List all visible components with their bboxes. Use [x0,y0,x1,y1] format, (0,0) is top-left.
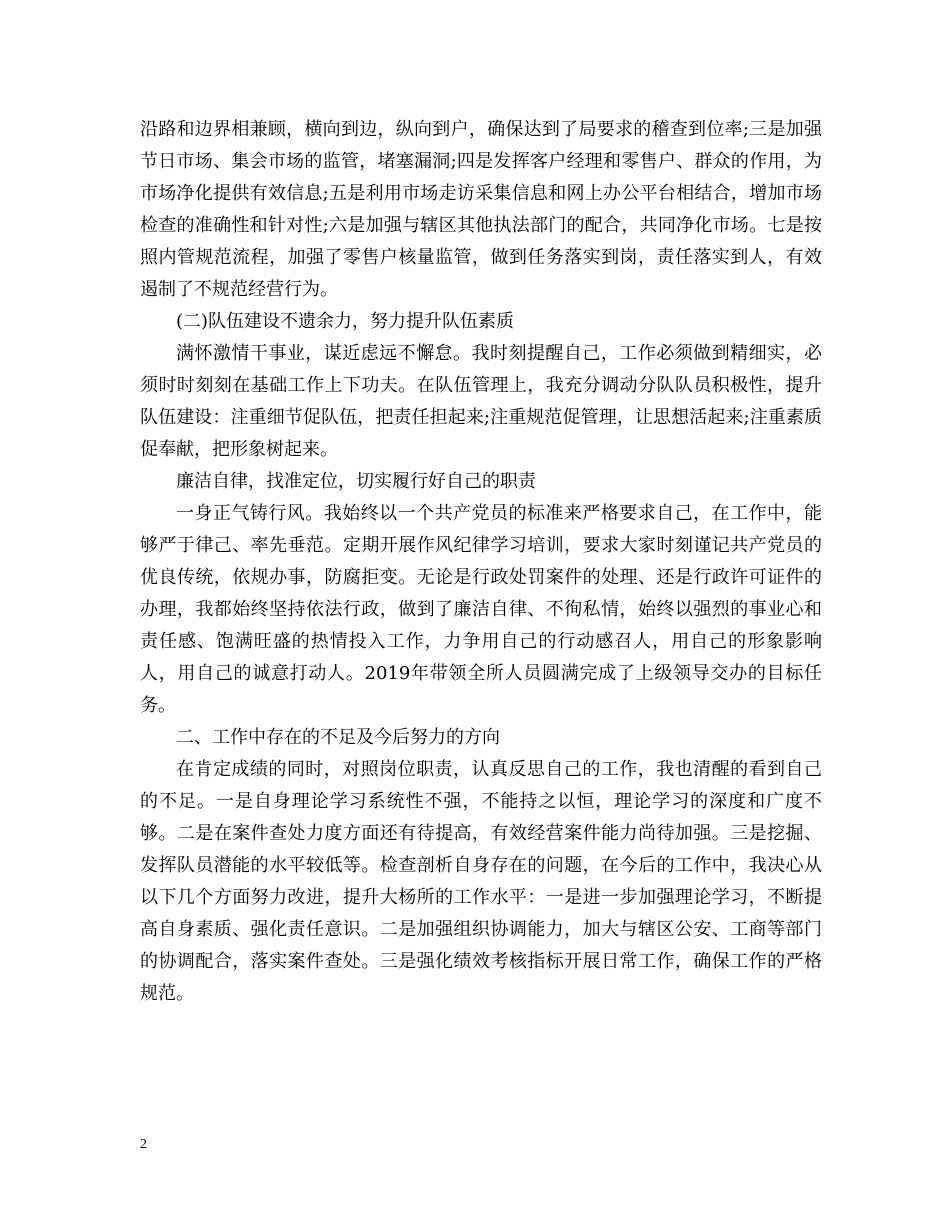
section-heading-team-building: (二)队伍建设不遗余力，努力提升队伍素质 [176,311,515,332]
section-heading-integrity: 廉洁自律，找准定位，切实履行好自己的职责 [176,471,536,492]
page-number: 2 [140,1137,147,1152]
section-heading-shortcomings: 二、工作中存在的不足及今后努力的方向 [176,727,500,748]
paragraph-integrity: 一身正气铸行风。我始终以一个共产党员的标准来严格要求自己，在工作中，能够严于律己、率先垂范。定期开展作风纪律学习培训，要求大家时刻谨记共产党员的优良传统，依规办事，防腐拒变。无论是行政处罚案件的处理、还是行政许可证件的办理，我都始终坚持依法行政，做到了廉洁自律、不徇私情，始终以强烈的事业心和责任感、饱满旺盛的热情投入工作，力争用自己的行动感召人，用自己的形象影响人，用自己的诚意打动人。2019年带领全所人员圆满完成了上级领导交办的目标任务。 [140,503,822,716]
paragraph-shortcomings: 在肯定成绩的同时，对照岗位职责，认真反思自己的工作，我也清醒的看到自己的不足。一是自身理论学习系统性不强，不能持之以恒，理论学习的深度和广度不够。二是在案件查处力度方面还有待提高，有效经营案件能力尚待加强。三是挖掘、发挥队员潜能的水平较低等。检查剖析自身存在的问题，在今后的工作中，我决心从以下几个方面努力改进，提升大杨所的工作水平：一是进一步加强理论学习，不断提高自身素质、强化责任意识。二是加强组织协调能力，加大与辖区公安、工商等部门的协调配合，落实案件查处。三是强化绩效考核指标开展日常工作，确保工作的严格规范。 [140,759,822,1004]
paragraph-continuation: 沿路和边界相兼顾，横向到边，纵向到户，确保达到了局要求的稽查到位率;三是加强节日市场、集会市场的监管，堵塞漏洞;四是发挥客户经理和零售户、群众的作用，为市场净化提供有效信息;五是利用市场走访采集信息和网上办公平台相结合，增加市场检查的准确性和针对性;六是加强与辖区其他执法部门的配合，共同净化市场。七是按照内管规范流程，加强了零售户核量监管，做到任务落实到岗，责任落实到人，有效遏制了不规范经营行为。 [140,119,822,300]
paragraph-team-building: 满怀激情干事业，谋近虑远不懈怠。我时刻提醒自己，工作必须做到精细实，必须时时刻刻在基础工作上下功夫。在队伍管理上，我充分调动分队队员积极性，提升队伍建设：注重细节促队伍，把责任担起来;注重规范促管理，让思想活起来;注重素质促奉献，把形象树起来。 [140,343,822,460]
document-body [140,114,822,1010]
